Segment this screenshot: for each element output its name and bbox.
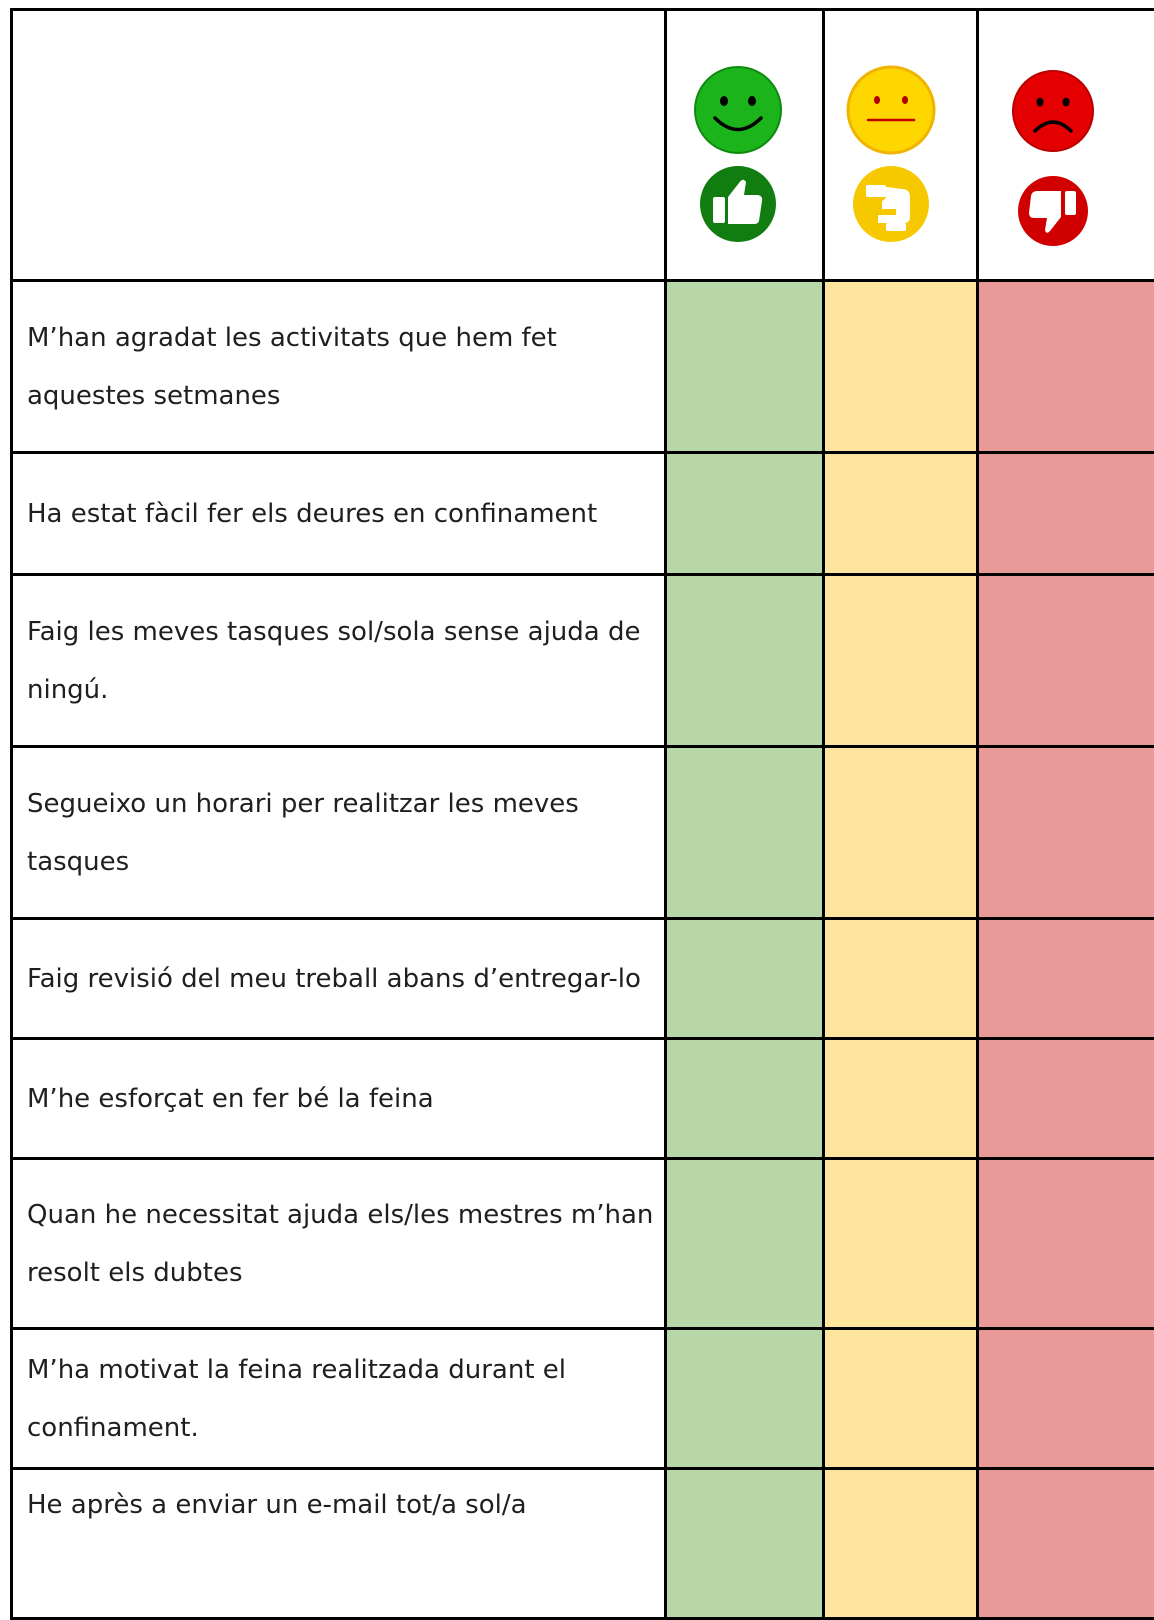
rating-cell-mid[interactable] xyxy=(824,1469,978,1619)
question-text: M’he esforçat en fer bé la feina xyxy=(12,1039,666,1159)
header-blank-cell xyxy=(12,10,666,281)
question-text: M’ha motivat la feina realitzada durant el confinament. xyxy=(12,1329,666,1469)
question-text: Faig revisió del meu treball abans d’entregar-lo xyxy=(12,919,666,1039)
rating-cell-good[interactable] xyxy=(666,575,824,747)
rating-cell-bad[interactable] xyxy=(978,453,1154,575)
rating-cell-mid[interactable] xyxy=(824,575,978,747)
rating-cell-bad[interactable] xyxy=(978,1159,1154,1329)
thumbs-down-icon xyxy=(1017,175,1089,247)
table-row xyxy=(12,1329,1154,1469)
neutral-face-icon xyxy=(846,65,936,155)
thumbs-up-icon xyxy=(699,165,777,243)
rating-cell-mid[interactable] xyxy=(824,919,978,1039)
header-row xyxy=(12,10,1154,281)
rating-cell-good[interactable] xyxy=(666,281,824,453)
question-text: M’han agradat les activitats que hem fet aquestes setmanes xyxy=(12,281,666,453)
rating-cell-mid[interactable] xyxy=(824,1329,978,1469)
rating-cell-good[interactable] xyxy=(666,1469,824,1619)
rating-cell-mid[interactable] xyxy=(824,453,978,575)
table-row xyxy=(12,453,1154,575)
table-row xyxy=(12,747,1154,919)
question-text: Faig les meves tasques sol/sola sense ajuda de ningú. xyxy=(12,575,666,747)
rating-cell-bad[interactable] xyxy=(978,1469,1154,1619)
table-row xyxy=(12,575,1154,747)
question-text: Quan he necessitat ajuda els/les mestres m’han resolt els dubtes xyxy=(12,1159,666,1329)
table-row xyxy=(12,919,1154,1039)
rating-cell-good[interactable] xyxy=(666,1039,824,1159)
header-good-cell xyxy=(666,10,824,281)
rating-cell-good[interactable] xyxy=(666,1329,824,1469)
rating-cell-good[interactable] xyxy=(666,747,824,919)
rating-cell-good[interactable] xyxy=(666,1159,824,1329)
rating-cell-mid[interactable] xyxy=(824,1159,978,1329)
question-text: He après a enviar un e-mail tot/a sol/a xyxy=(12,1469,666,1619)
rating-cell-good[interactable] xyxy=(666,919,824,1039)
rating-cell-good[interactable] xyxy=(666,453,824,575)
rating-cell-mid[interactable] xyxy=(824,281,978,453)
header-mid-cell xyxy=(824,10,978,281)
rating-cell-bad[interactable] xyxy=(978,575,1154,747)
table-row xyxy=(12,1159,1154,1329)
thumbs-sideways-icon xyxy=(852,165,930,243)
sad-face-icon xyxy=(1011,69,1095,153)
self-assessment-table xyxy=(10,8,1154,1620)
rating-cell-mid[interactable] xyxy=(824,1039,978,1159)
table-row xyxy=(12,1469,1154,1619)
rating-cell-bad[interactable] xyxy=(978,1039,1154,1159)
rating-cell-bad[interactable] xyxy=(978,747,1154,919)
table-row xyxy=(12,1039,1154,1159)
question-text: Segueixo un horari per realitzar les meves tasques xyxy=(12,747,666,919)
question-text: Ha estat fàcil fer els deures en confinament xyxy=(12,453,666,575)
rating-cell-bad[interactable] xyxy=(978,1329,1154,1469)
rating-cell-bad[interactable] xyxy=(978,919,1154,1039)
table-row xyxy=(12,281,1154,453)
happy-face-icon xyxy=(693,65,783,155)
rating-cell-bad[interactable] xyxy=(978,281,1154,453)
header-bad-cell xyxy=(978,10,1154,281)
rating-cell-mid[interactable] xyxy=(824,747,978,919)
